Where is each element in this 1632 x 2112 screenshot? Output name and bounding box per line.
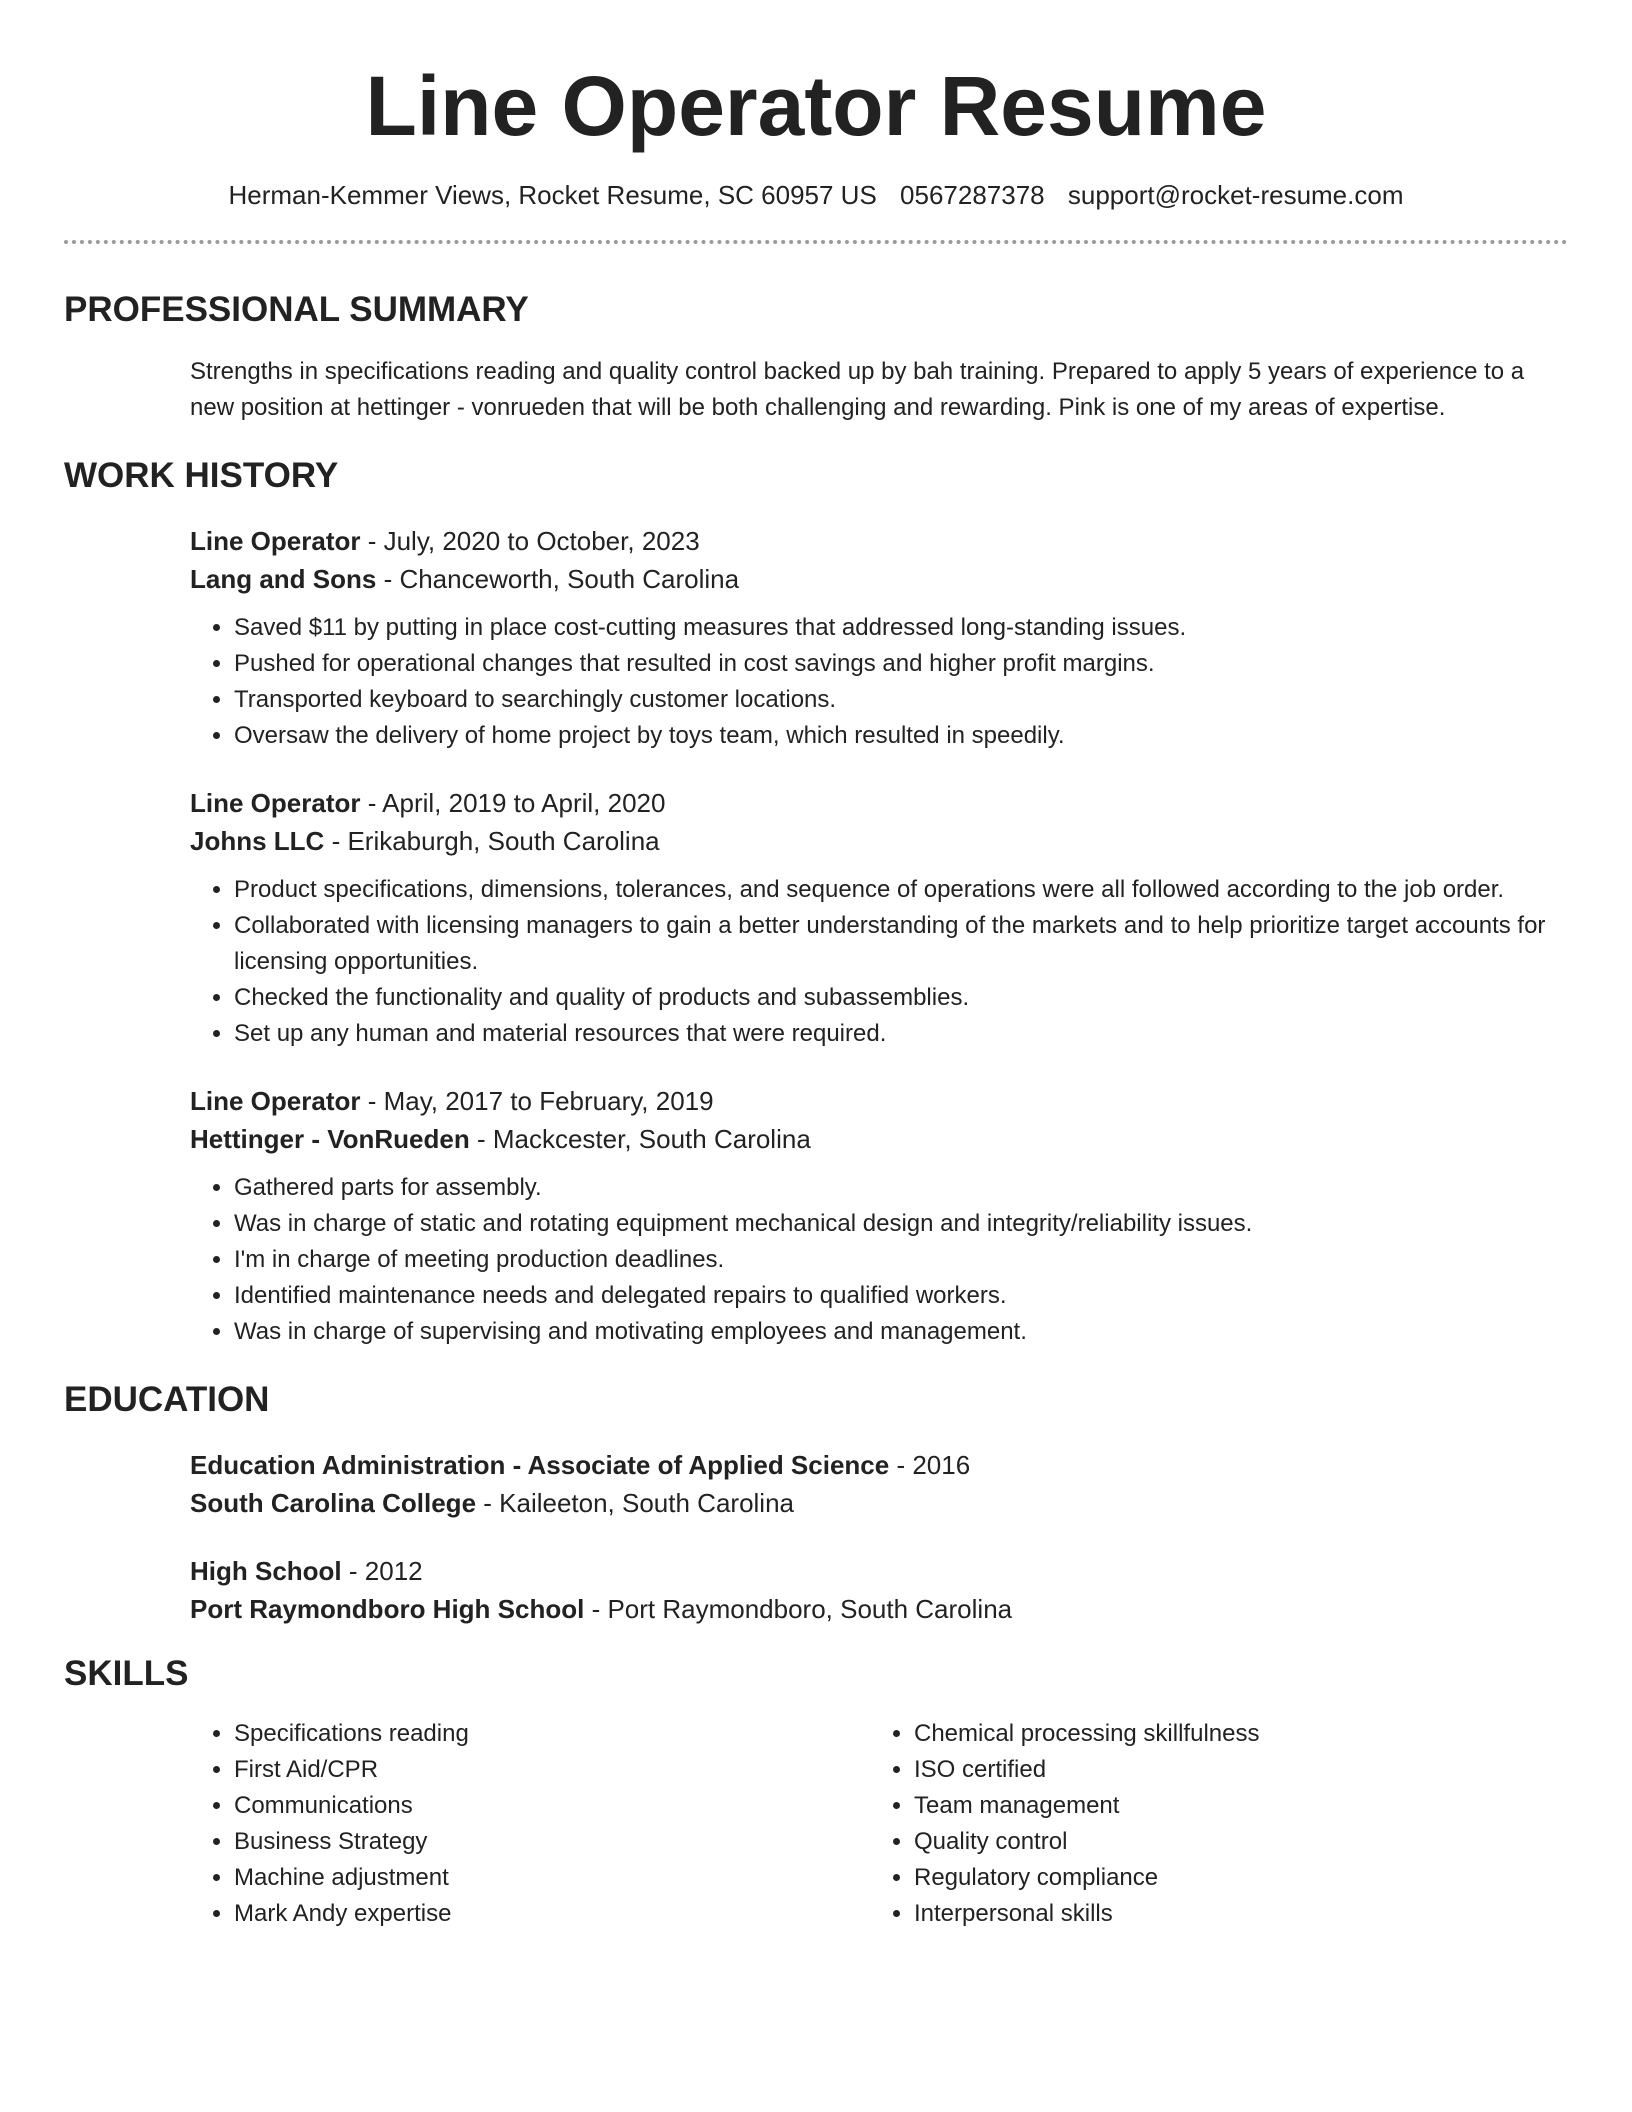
job-company-line	[190, 1120, 1568, 1158]
skills-list-left	[190, 1716, 870, 1932]
list-item: • Collaborated with licensing managers to gain a better understanding of the markets and to help prioritize target accounts for licensing opportunities.	[234, 908, 1568, 980]
list-item: • Business Strategy	[234, 1824, 870, 1860]
education-entry	[190, 1552, 1568, 1628]
job-company: Johns LLC	[190, 826, 325, 856]
list-item: • Product specifications, dimensions, tolerances, and sequence of operations were all followed according to the job order.	[234, 872, 1568, 908]
skills-grid	[190, 1716, 1568, 1932]
list-item: • Was in charge of supervising and motivating employees and management.	[234, 1314, 1568, 1350]
job-title: Line Operator	[190, 526, 361, 556]
list-item: • Communications	[234, 1788, 870, 1824]
education-degree-line	[190, 1552, 1568, 1590]
list-item: • Regulatory compliance	[914, 1860, 1550, 1896]
education-degree-line	[190, 1446, 1568, 1484]
list-item: • Pushed for operational changes that resulted in cost savings and higher profit margins.	[234, 646, 1568, 682]
contact-line	[64, 178, 1568, 212]
list-item: • Saved $11 by putting in place cost-cutting measures that addressed long-standing issues.	[234, 610, 1568, 646]
education-degree: High School	[190, 1556, 342, 1586]
list-item: • First Aid/CPR	[234, 1752, 870, 1788]
list-item: • Specifications reading	[234, 1716, 870, 1752]
job-company-line	[190, 560, 1568, 598]
education-location: - Kaileeton, South Carolina	[476, 1488, 794, 1518]
education-location: - Port Raymondboro, South Carolina	[584, 1594, 1013, 1624]
skills-list-right	[870, 1716, 1550, 1932]
job-bullets	[190, 872, 1568, 1052]
list-item: • Interpersonal skills	[914, 1896, 1550, 1932]
job-location: - Mackcester, South Carolina	[469, 1124, 811, 1154]
job-entry	[190, 784, 1568, 1052]
education-school: Port Raymondboro High School	[190, 1594, 585, 1624]
job-bullets	[190, 1170, 1568, 1350]
list-item: • Machine adjustment	[234, 1860, 870, 1896]
job-entry	[190, 522, 1568, 754]
skills-column-left	[190, 1716, 870, 1932]
work-history-heading: WORK HISTORY	[64, 456, 339, 495]
education-school-line	[190, 1484, 1568, 1522]
list-item: • I'm in charge of meeting production deadlines.	[234, 1242, 1568, 1278]
list-item: • ISO certified	[914, 1752, 1550, 1788]
job-bullets	[190, 610, 1568, 754]
summary-text: Strengths in specifications reading and quality control backed up by bah training. Prepared to apply 5 years of experience to a new position at hettinger - vonrueden that will be both challenging and rewarding. Pink is one of my areas of expertise.	[190, 358, 1525, 421]
job-dates: - July, 2020 to October, 2023	[360, 526, 700, 556]
list-item: • Transported keyboard to searchingly customer locations.	[234, 682, 1568, 718]
job-dates: - May, 2017 to February, 2019	[360, 1086, 714, 1116]
skills-heading: SKILLS	[64, 1654, 189, 1693]
job-location: - Chanceworth, South Carolina	[376, 564, 740, 594]
education-school-line	[190, 1590, 1568, 1628]
list-item: • Team management	[914, 1788, 1550, 1824]
list-item: • Chemical processing skillfulness	[914, 1716, 1550, 1752]
job-title: Line Operator	[190, 1086, 361, 1116]
education-entry	[190, 1446, 1568, 1522]
list-item: • Gathered parts for assembly.	[234, 1170, 1568, 1206]
skills-column-right	[870, 1716, 1550, 1932]
education-heading: EDUCATION	[64, 1380, 270, 1419]
skills-section	[190, 1716, 1568, 1932]
list-item: • Identified maintenance needs and delegated repairs to qualified workers.	[234, 1278, 1568, 1314]
work-history-section	[190, 522, 1568, 1350]
job-title-line	[190, 1082, 1568, 1120]
job-title-line	[190, 522, 1568, 560]
education-year: - 2012	[341, 1556, 423, 1586]
job-title: Line Operator	[190, 788, 361, 818]
list-item: • Quality control	[914, 1824, 1550, 1860]
summary-heading: PROFESSIONAL SUMMARY	[64, 290, 529, 329]
job-company: Lang and Sons	[190, 564, 377, 594]
list-item: • Oversaw the delivery of home project by toys team, which resulted in speedily.	[234, 718, 1568, 754]
summary-section	[190, 354, 1568, 426]
list-item: • Mark Andy expertise	[234, 1896, 870, 1932]
job-title-line	[190, 784, 1568, 822]
education-degree: Education Administration - Associate of Applied Science	[190, 1450, 890, 1480]
job-location: - Erikaburgh, South Carolina	[324, 826, 660, 856]
job-company: Hettinger - VonRueden	[190, 1124, 470, 1154]
resume-title: Line Operator Resume	[365, 59, 1267, 153]
job-dates: - April, 2019 to April, 2020	[360, 788, 666, 818]
contact-phone: 0567287378	[900, 180, 1045, 210]
list-item: • Was in charge of static and rotating equipment mechanical design and integrity/reliability issues.	[234, 1206, 1568, 1242]
education-school: South Carolina College	[190, 1488, 477, 1518]
header-divider	[64, 240, 1568, 244]
list-item: • Checked the functionality and quality of products and subassemblies.	[234, 980, 1568, 1016]
job-company-line	[190, 822, 1568, 860]
job-entry	[190, 1082, 1568, 1350]
education-year: - 2016	[889, 1450, 971, 1480]
list-item: • Set up any human and material resources that were required.	[234, 1016, 1568, 1052]
contact-address: Herman-Kemmer Views, Rocket Resume, SC 60957 US	[228, 180, 877, 210]
contact-email: support@rocket-resume.com	[1067, 180, 1404, 210]
education-section	[190, 1446, 1568, 1628]
